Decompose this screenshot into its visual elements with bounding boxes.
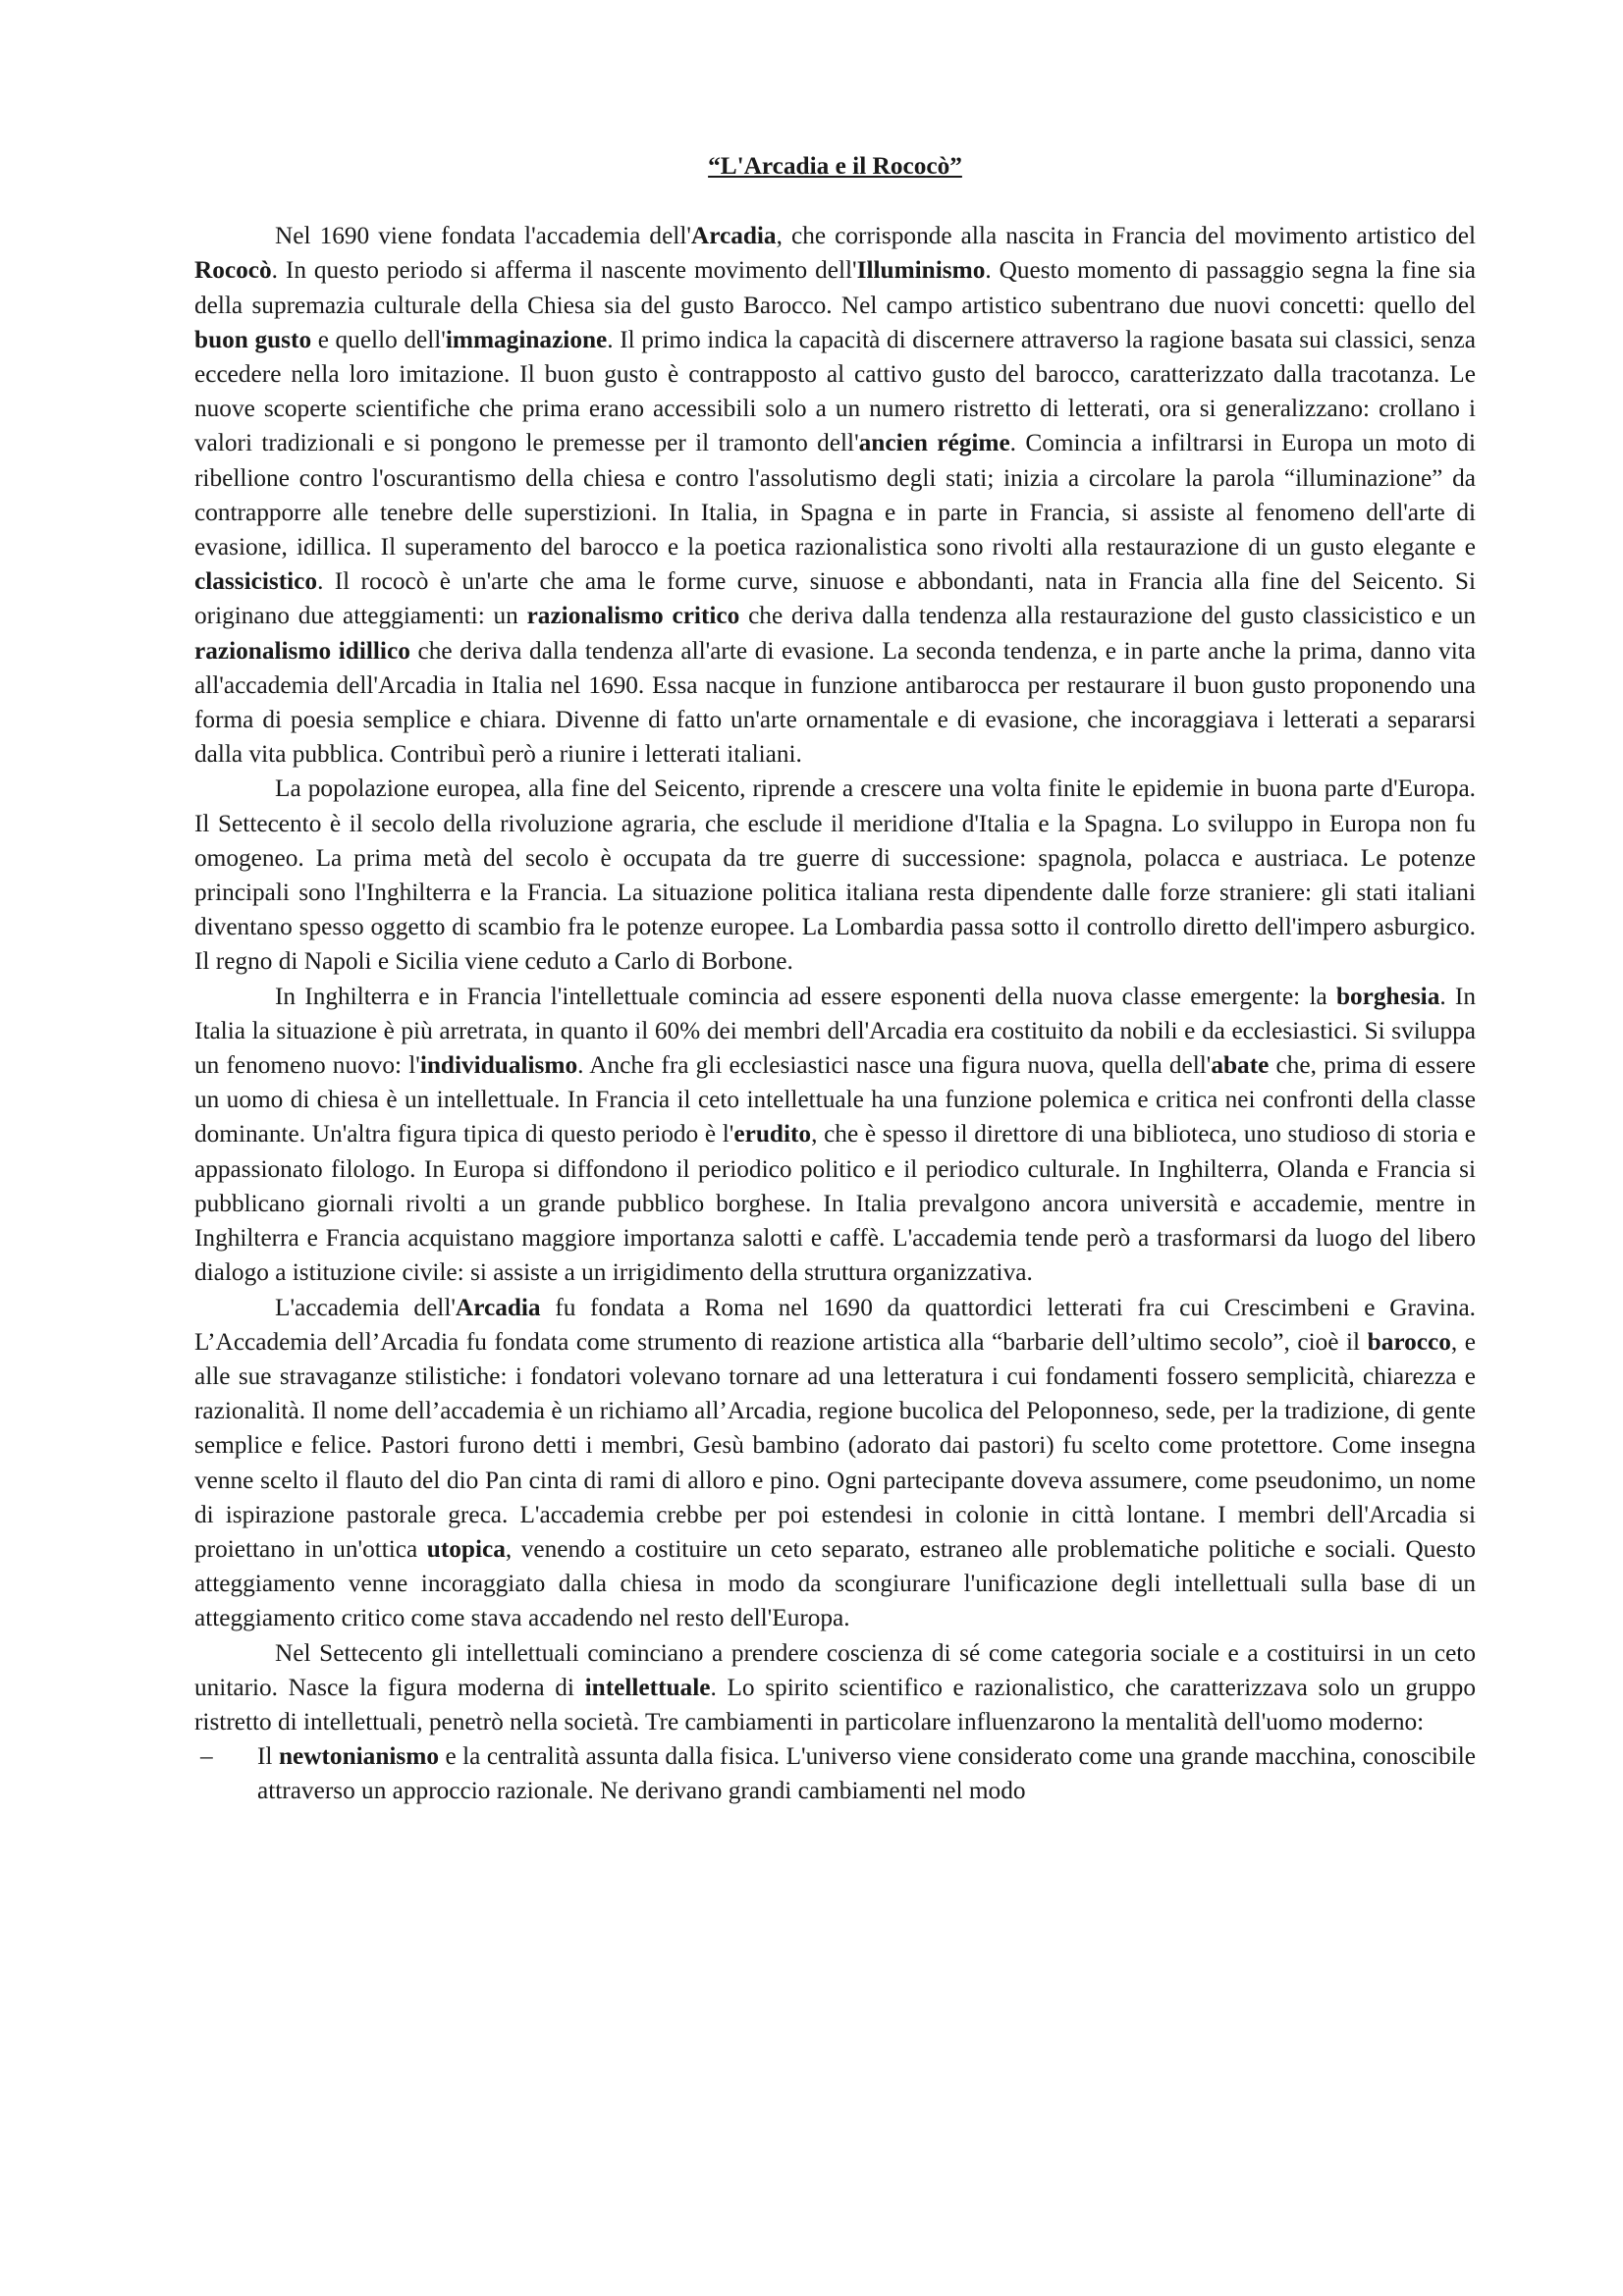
text-run: , che è spesso il direttore di una biblioteca, uno studioso di storia e appassionato filologo. In Europa si diffondono il periodico politico e il periodico culturale. In Inghilterra, Olanda e Francia si pubblicano giornali rivolti a un grande pubblico borghese. In Italia prevalgono ancora università e accademie, mentre in Inghilterra e Francia acquistano maggiore importanza salotti e caffè. L'accademia tende però a trasformarsi da luogo del libero dialogo a istituzione civile: si assiste a un irrigidimento della struttura organizzativa.: [194, 1120, 1476, 1287]
text-run: Nel Settecento gli intellettuali cominciano a prendere coscienza di sé come categoria sociale e a costituirsi in un ceto unitario. Nasce la figura moderna di: [194, 1638, 1476, 1701]
text-run: , e alle sue stravaganze stilistiche: i fondatori volevano tornare ad una letteratura i cui fondamenti fossero semplicità, chiarezza e razionalità. Il nome dell’accademia è un richiamo all’Arcadia, regione bucolica del Peloponneso, sede, per la tradizione, di gente semplice e felice. Pastori furono detti i membri, Gesù bambino (adorato dai pastori) fu scelto come protettore. Come insegna venne scelto il flauto del dio Pan cinta di rami di alloro e pino. Ogni partecipante doveva assumere, come pseudonimo, un nome di ispirazione pastorale greca. L'accademia crebbe per poi estendesi in colonie in città lontane. I membri dell'Arcadia si proiettano in un'ottica: [194, 1327, 1476, 1563]
text-run: , venendo a costituire un ceto separato, estraneo alle problematiche politiche e sociali. Questo atteggiamento venne incoraggiato dalla chiesa in modo da scongiurare l'unificazione degli intellettuali sulla base di un atteggiamento critico come stava accadendo nel resto dell'Europa.: [194, 1534, 1476, 1632]
text-run: che, prima di essere un uomo di chiesa è un intellettuale. In Francia il ceto intellettuale ha una funzione polemica e critica nei confronti della classe dominante. Un'altra figura tipica di questo periodo è l': [194, 1051, 1476, 1148]
bold-term: ancien régime: [858, 429, 1010, 457]
text-run: fu fondata a Roma nel 1690 da quattordici letterati fra cui Crescimbeni e Gravina. L’Accademia dell’Arcadia fu fondata come strumento di reazione artistica alla “barbarie dell’ultimo secolo”, cioè il: [194, 1293, 1476, 1356]
text-run: . In Italia la situazione è più arretrata, in quanto il 60% dei membri dell'Arcadia era costituito da nobili e da ecclesiastici. Si sviluppa un fenomeno nuovo: l': [194, 982, 1476, 1080]
bold-term: Arcadia: [455, 1293, 541, 1321]
bold-term: razionalismo critico: [526, 602, 740, 630]
text-run: L'accademia dell': [275, 1293, 456, 1321]
text-run: In Inghilterra e in Francia l'intellettuale comincia ad essere esponenti della nuova classe emergente: la: [275, 982, 1336, 1010]
dash-bullet-icon: –: [200, 1742, 213, 1771]
bold-term: individualismo: [419, 1051, 578, 1080]
text-run: . Lo spirito scientifico e razionalistico, che caratterizzava solo un gruppo ristretto di intellettuali, penetrò nella società. Tre cambiamenti in particolare influenzarono la mentalità dell'uomo moderno:: [194, 1673, 1476, 1735]
text-run: che deriva dalla tendenza alla restaurazione del gusto classicistico e un: [739, 602, 1476, 630]
text-run: . Anche fra gli ecclesiastici nasce una figura nuova, quella dell': [577, 1051, 1212, 1080]
text-run: e la centralità assunta dalla fisica. L'universo viene considerato come una grande macchina, conoscibile attraverso un approccio razionale. Ne derivano grandi cambiamenti nel modo: [257, 1742, 1477, 1805]
bold-term: razionalismo idillico: [194, 636, 410, 665]
bold-term: utopica: [426, 1534, 506, 1563]
bold-term: Rococò: [194, 256, 272, 285]
paragraph: [194, 1291, 1476, 1636]
paragraph: [194, 219, 1476, 772]
paragraph: [194, 980, 1476, 1291]
bold-term: barocco: [1367, 1327, 1451, 1356]
text-run: , che corrisponde alla nascita in Francia del movimento artistico del: [776, 222, 1476, 250]
text-run: . Il rococò è un'arte che ama le forme curve, sinuose e abbondanti, nata in Francia alla fine del Seicento. Si originano due atteggiamenti: un: [194, 567, 1476, 630]
text-run: . Il primo indica la capacità di discernere attraverso la ragione basata sui classici, senza eccedere nella loro imitazione. Il buon gusto è contrapposto al cattivo gusto del barocco, caratterizzato dalla tracotanza. Le nuove scoperte scientifiche che prima erano accessibili solo a un numero ristretto di letterati, ora si generalizzano: crollano i valori tradizionali e si pongono le premesse per il tramonto dell': [194, 325, 1476, 457]
bold-term: Arcadia: [690, 222, 777, 250]
bold-term: buon gusto: [194, 325, 312, 353]
text-run: La popolazione europea, alla fine del Seicento, riprende a crescere una volta finite le epidemie in buona parte d'Europa. Il Settecento è il secolo della rivoluzione agraria, che esclude il meridione d'Italia e la Spagna. Lo sviluppo in Europa non fu omogeneo. La prima metà del secolo è occupata da tre guerre di successione: spagnola, polacca e austriaca. Le potenze principali sono l'Inghilterra e la Francia. La situazione politica italiana resta dipendente dalle forze straniere: gli stati italiani diventano spesso oggetto di scambio fra le potenze europee. La Lombardia passa sotto il controllo diretto dell'impero asburgico. Il regno di Napoli e Sicilia viene ceduto a Carlo di Borbone.: [194, 774, 1476, 976]
bullet-text: [257, 1742, 1476, 1804]
bold-term: abate: [1211, 1051, 1270, 1080]
bold-term: borghesia: [1335, 982, 1440, 1010]
bold-term: newtonianismo: [278, 1742, 439, 1771]
paragraph: [194, 1636, 1476, 1740]
bold-term: erudito: [733, 1120, 812, 1148]
text-run: . Comincia a infiltrarsi in Europa un moto di ribellione contro l'oscurantismo della chiesa e contro l'assolutismo degli stati; inizia a circolare la parola “illuminazione” da contrapporre alle tenebre delle superstizioni. In Italia, in Spagna e in parte in Francia, si assiste al fenomeno dell'arte di evasione, idillica. Il superamento del barocco e la poetica razionalistica sono rivolti alla restaurazione di un gusto elegante e: [194, 429, 1477, 561]
bold-term: intellettuale: [584, 1673, 711, 1701]
text-run: . Questo momento di passaggio segna la fine sia della supremazia culturale della Chiesa sia del gusto Barocco. Nel campo artistico subentrano due nuovi concetti: quello del: [194, 256, 1476, 319]
paragraph: [194, 772, 1476, 979]
document-title: “L'Arcadia e il Rococò”: [708, 152, 962, 180]
text-run: Nel 1690 viene fondata l'accademia dell': [275, 222, 691, 250]
text-run: . In questo periodo si afferma il nascente movimento dell': [271, 256, 857, 285]
bullet-item: [200, 1739, 1477, 1808]
text-run: e quello dell': [311, 325, 446, 353]
text-run: che deriva dalla tendenza all'arte di evasione. La seconda tendenza, e in parte anche la prima, danno vita all'accademia dell'Arcadia in Italia nel 1690. Essa nacque in funzione antibarocca per restaurare il buon gusto proponendo una forma di poesia semplice e chiara. Divenne di fatto un'arte ornamentale e di evasione, che incoraggiava i letterati a separarsi dalla vita pubblica. Contribuì però a riunire i letterati italiani.: [194, 636, 1476, 769]
bullet-list: [194, 1739, 1476, 1808]
bold-term: classicistico: [194, 567, 318, 596]
bold-term: Illuminismo: [856, 256, 986, 285]
text-run: Il: [257, 1742, 279, 1771]
bold-term: immaginazione: [445, 325, 608, 353]
